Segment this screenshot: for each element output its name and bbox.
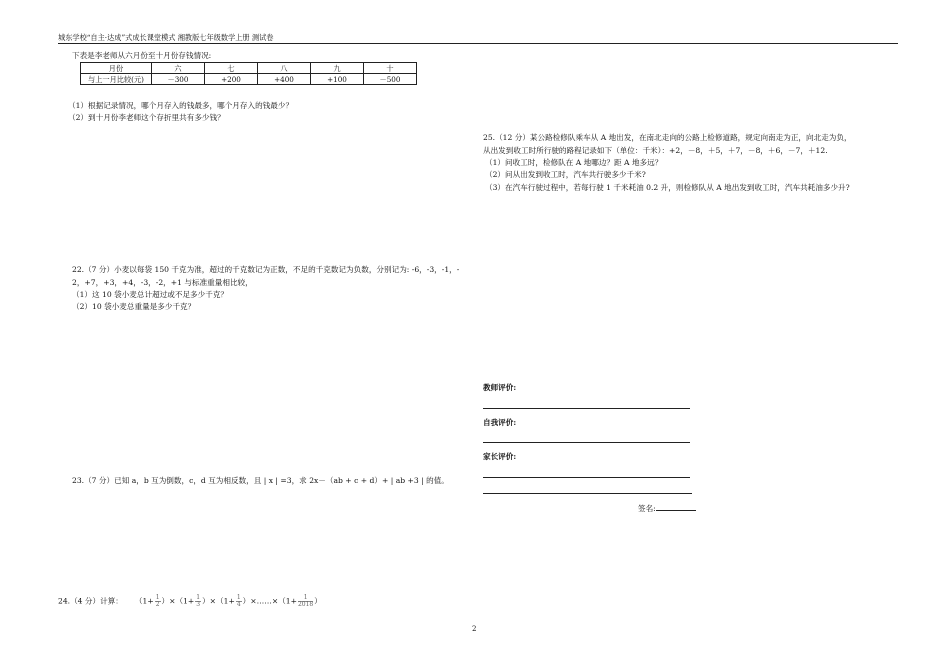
q25-line2: 从出发到收工时所行驶的路程记录如下（单位：千米）：+2，－8，＋5，＋7，－8，＋6，－7，＋12. [483,146,828,155]
q24-prefix: 24.（4 分）计算： [58,596,123,606]
table-cell: 与上一月比较(元) [81,74,152,85]
q22-sub2: （2）10 袋小麦总重量是多少千克？ [72,302,196,311]
table-cell: －300 [152,74,205,85]
fraction-2018: $\frac{1}{2018}$ [297,594,314,608]
table-cell: 八 [258,63,311,74]
table-cell: +400 [258,74,311,85]
q22-sub1: （1）这 10 袋小麦总计超过或不足多少千克？ [72,290,229,299]
fraction-half: $\frac{1}{2}$ [155,594,160,608]
table-cell: 九 [311,63,364,74]
table-cell: 六 [152,63,205,74]
parent-eval-label: 家长评价: [483,452,517,461]
self-eval-label: 自我评价: [483,418,517,427]
table-row [81,74,417,85]
q25-line1: 25.（12 分）某公路检修队乘车从 A 地出发，在南北走向的公路上检修道路，规定向南走为正，向北走为负， [483,133,852,142]
parent-eval-line-2 [483,493,692,494]
page-number: 2 [472,625,477,633]
self-eval-line [483,442,690,443]
signature-line [656,503,696,511]
teacher-eval-label: 教师评价: [483,383,517,392]
table-cell: 月份 [81,63,152,74]
q21-sub1: （1）根据记录情况，哪个月存入的钱最多，哪个月存入的钱最少？ [68,101,294,110]
table-row [81,63,417,74]
table-cell: +200 [205,74,258,85]
fraction-quarter: $\frac{1}{4}$ [236,594,241,608]
table-cell: －500 [364,74,417,85]
table-cell: 十 [364,63,417,74]
table-cell: 七 [205,63,258,74]
parent-eval-line-1 [483,477,690,478]
teacher-eval-line [483,408,690,409]
q25-sub1: （1）问收工时，检修队在 A 地哪边？距 A 地多远？ [485,158,663,167]
q22-line1: 22.（7 分）小麦以每袋 150 千克为准，超过的千克数记为正数，不足的千克数记为负数，分别记为: -6，-3，-1，- [72,265,460,274]
q21-sub2: （2）到十月份李老师这个存折里共有多少钱？ [68,113,225,122]
page-header: 城东学校“自主·达成”式成长课堂模式 湘教版七年级数学上册 测试卷 [58,33,274,42]
fraction-third: $\frac{1}{3}$ [196,594,201,608]
table-intro: 下表是李老师从六月份至十月份存钱情况: [72,51,212,60]
q25-sub2: （2）问从出发到收工时，汽车共行驶多少千米? [485,170,646,179]
table-cell: +100 [311,74,364,85]
savings-table [80,62,417,85]
q25-sub3: （3）在汽车行驶过程中，若每行驶 1 千米耗油 0.2 升，则检修队从 A 地出发到收工时，汽车共耗油多少升? [485,183,850,192]
q23-text: 23.（7 分）已知 a，b 互为倒数，c，d 互为相反数，且 | x | =3，求 2x－（ab + c + d）+ | ab +3 | 的值。 [72,476,449,485]
header-rule [58,43,898,44]
q22-line2: 2，+7，+3，+4，-3，-2，+1 与标准重量相比较， [72,278,253,287]
signature-field [638,503,696,513]
signature-label: 签名: [638,504,656,513]
q24-expression: 24.（4 分）计算： （1+ $\frac{1}{2}$ ）×（1+ $\frac{1}{3}$ ）×（1+ $\frac{1}{4}$ ）×……×（1+ $\frac{1}{2018}$ ） [58,594,322,608]
